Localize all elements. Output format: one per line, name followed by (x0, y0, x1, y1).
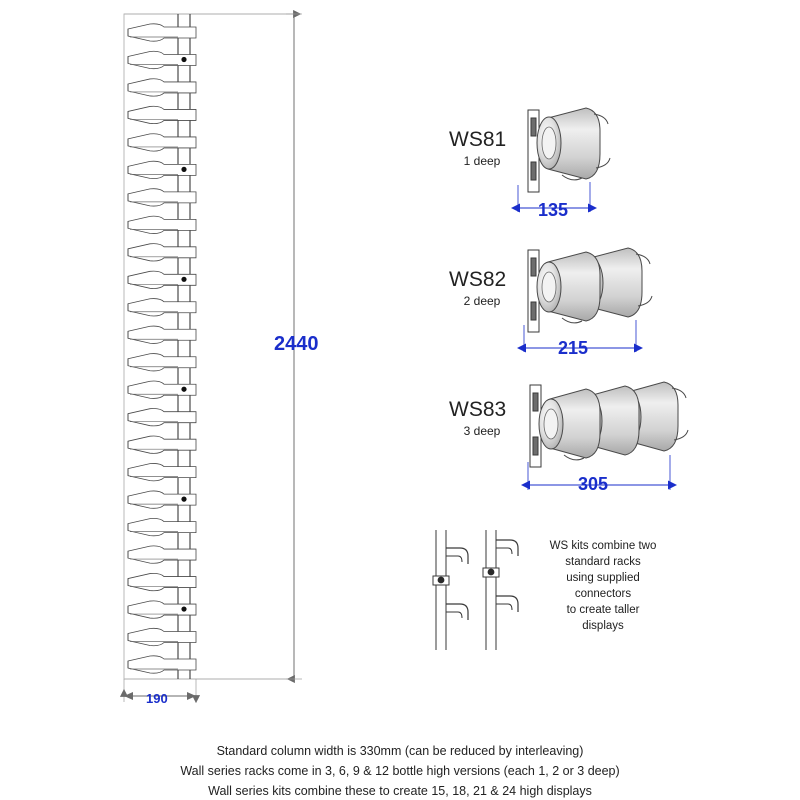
footer-line-3: Wall series kits combine these to create 15, 18, 21 & 24 high displays (208, 784, 592, 798)
bottle-row (128, 299, 196, 316)
bottle-row (128, 601, 196, 618)
bottle-row (128, 189, 196, 206)
ws82-model-label: WS82 (449, 268, 507, 291)
ws82-depth-label: 2 deep (463, 294, 501, 308)
bottle-row (128, 216, 196, 233)
ws81-depth-label: 1 deep (463, 154, 501, 168)
ws82-assembly (524, 248, 652, 352)
bottle-row (128, 463, 196, 480)
connector-note-line-3: using supplied (566, 572, 640, 584)
ws83-dimension-label: 305 (578, 474, 609, 494)
bottle-row (128, 161, 196, 178)
connector-note-line-2: standard racks (565, 556, 641, 568)
bottle-row (128, 271, 196, 288)
bottle-row (128, 79, 196, 96)
bottle-row (128, 24, 196, 41)
bottle-row (128, 134, 196, 151)
bottle-row (128, 244, 196, 261)
bottle-row (128, 436, 196, 453)
footer-line-1: Standard column width is 330mm (can be reduced by interleaving) (216, 744, 584, 758)
bottle-row (128, 546, 196, 563)
bottle-row (128, 573, 196, 590)
bottle-row (128, 326, 196, 343)
width-dimension-label: 190 (146, 691, 168, 706)
connector-detail (433, 530, 518, 650)
connector-note-line-6: displays (582, 620, 624, 632)
bottle-row (128, 354, 196, 371)
ws81-assembly (518, 108, 610, 212)
bottle-row-group (128, 24, 196, 673)
connector-note-line-4: connectors (574, 588, 632, 600)
bottle-row (128, 51, 196, 68)
bottle-row (128, 106, 196, 123)
bottle-row (128, 381, 196, 398)
bottle-row (128, 628, 196, 645)
bottle-row (128, 491, 196, 508)
connector-note-line-5: to create taller (566, 604, 640, 616)
bottle-row (128, 408, 196, 425)
ws81-model-label: WS81 (449, 128, 507, 151)
height-dimension-label: 2440 (274, 333, 319, 355)
ws81-dimension-label: 135 (538, 200, 569, 220)
bottle-row (128, 656, 196, 673)
tall-rack-elevation (124, 14, 294, 679)
ws83-model-label: WS83 (449, 398, 507, 421)
footer-line-2: Wall series racks come in 3, 6, 9 & 12 bottle high versions (each 1, 2 or 3 deep) (180, 764, 620, 778)
ws82-dimension-label: 215 (558, 338, 589, 358)
bottle-row (128, 518, 196, 535)
connector-note-line-1: WS kits combine two (549, 540, 657, 552)
ws83-depth-label: 3 deep (463, 424, 501, 438)
